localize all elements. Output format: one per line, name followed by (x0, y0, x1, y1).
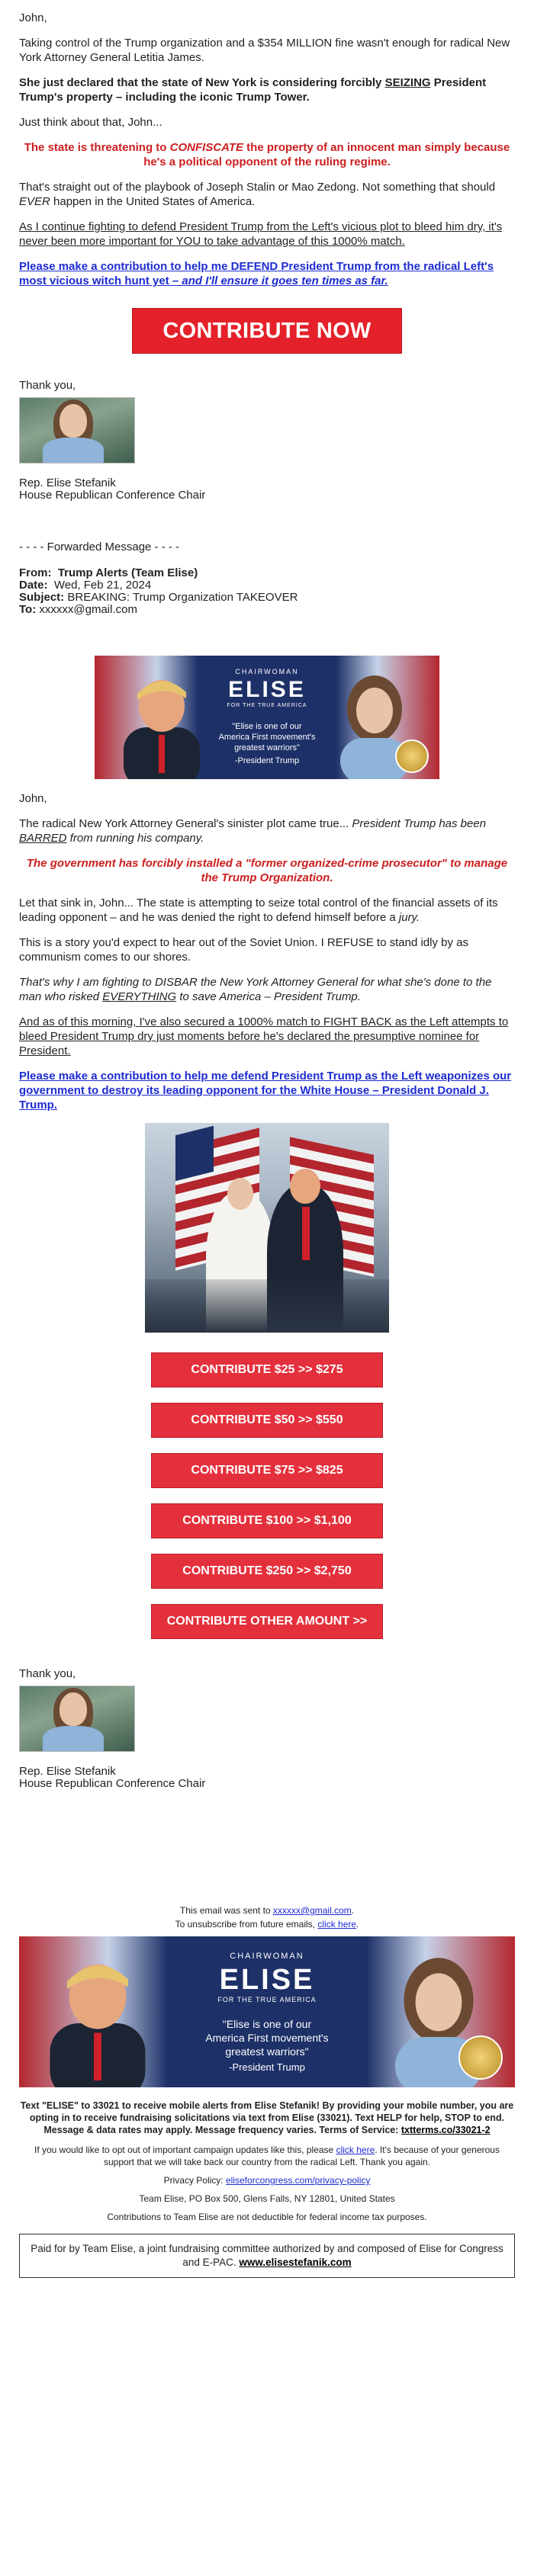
text-span: Privacy Policy: (163, 2175, 226, 2186)
banner-logo: ELISE (228, 677, 306, 702)
banner-attribution: -President Trump (229, 2061, 305, 2073)
unsubscribe-line (19, 1918, 515, 1930)
text-span: . (356, 1919, 359, 1930)
contribute-50-button[interactable]: CONTRIBUTE $50 >> $550 (151, 1403, 383, 1438)
subject-label: Subject: (19, 591, 65, 604)
contribute-75-button[interactable]: CONTRIBUTE $75 >> $825 (151, 1453, 383, 1488)
date-label: Date: (19, 579, 48, 592)
text-span: President Trump's property – including the iconic Trump Tower. (19, 76, 487, 104)
banner-quote (95, 721, 439, 753)
banner-quote (19, 2017, 515, 2058)
contribute-250-button[interactable]: CONTRIBUTE $250 >> $2,750 (151, 1554, 383, 1589)
text-span: To unsubscribe from future emails, (175, 1919, 318, 1930)
endorsement-seal-icon (458, 2035, 503, 2080)
text-span: The state is threatening to (24, 141, 170, 154)
contribute-other-button[interactable]: CONTRIBUTE OTHER AMOUNT >> (151, 1604, 383, 1639)
text-span: This email was sent to (179, 1905, 273, 1916)
contribute-now-button[interactable]: CONTRIBUTE NOW (132, 308, 402, 354)
text-span: and I'll ensure it goes ten times as far. (182, 274, 388, 287)
text-span: to save America – President Trump. (176, 990, 361, 1003)
text-span: That's straight out of the playbook of Joseph Stalin or Mao Zedong. Not something that should (19, 181, 496, 194)
contribute-link-2[interactable]: Please make a contribution to help me defend President Trump as the Left weaponizes our government to destroy its leading opponent for the White House – President Donald J. Trump. (19, 1070, 512, 1112)
paragraph-soviet: This is a story you'd expect to hear out of the Soviet Union. I REFUSE to stand idly by as communism comes to our shores. (19, 936, 468, 964)
greeting-2: John, (19, 792, 47, 805)
from-label: From: (19, 566, 52, 579)
sent-to-line (19, 1904, 515, 1917)
barred-emphasis: BARRED (19, 832, 67, 845)
chairwoman-elise-banner (95, 656, 439, 779)
text-span: Let that sink in, John... The state is attempting to seize total control of the financial assets of its leading opponent – and he was denied the right to defend himself before a (19, 897, 498, 924)
forwarded-to (19, 604, 515, 616)
text-span: the property of an innocent man simply because he's a political opponent of the ruling regime. (143, 141, 510, 168)
quote-line: "Elise is one of our (232, 722, 302, 731)
unsubscribe-link[interactable]: click here (317, 1919, 357, 1930)
address-line: Team Elise, PO Box 500, Glens Falls, NY 12801, United States (139, 2193, 395, 2204)
to-value: xxxxxx@gmail.com (39, 603, 137, 616)
privacy-link[interactable]: eliseforcongress.com/privacy-policy (225, 2175, 371, 2186)
signature-name-2: Rep. Elise Stefanik (19, 1765, 116, 1778)
paragraph-jury (19, 896, 515, 925)
paragraph-fine: Taking control of the Trump organization and a $354 MILLION fine wasn't enough for radical New York Attorney General Letitia James. (19, 37, 510, 64)
text-span: Paid for by Team Elise, a joint fundraising committee authorized by and composed of Elise for Congress and E-PAC. (31, 2243, 503, 2268)
signature-title: House Republican Conference Chair (19, 489, 206, 502)
paragraph-match: As I continue fighting to defend President Trump from the Left's vicious plot to bleed him dry, it's never been more important for YOU to take advantage of this 1000% match. (19, 220, 503, 248)
banner-attribution: -President Trump (234, 756, 300, 765)
text-span: That's why I am fighting to DISBAR the New York Attorney General for what she's done to the man who risked (19, 976, 492, 1003)
sign-off-thanks: Thank you, (19, 379, 76, 392)
subject-value: BREAKING: Trump Organization TAKEOVER (67, 591, 298, 604)
text-span: . It's because of your generous support that we will take back our country from the radical Left. Thank you again. (103, 2145, 500, 2167)
paragraph-barred (19, 816, 515, 845)
paragraph-stalin (19, 180, 515, 209)
signature-title-2: House Republican Conference Chair (19, 1777, 206, 1790)
optout-link[interactable]: click here (336, 2145, 375, 2155)
text-span: She just declared that the state of New York is considering forcibly (19, 76, 385, 89)
contribute-link[interactable] (19, 260, 494, 287)
recipient-email-link[interactable]: xxxxxx@gmail.com (272, 1905, 352, 1916)
quote-line: America First movement's (205, 2032, 329, 2044)
banner-sub: FOR THE TRUE AMERICA (217, 1996, 317, 2003)
contribute-25-button[interactable]: CONTRIBUTE $25 >> $275 (151, 1352, 383, 1387)
banner-logo: ELISE (219, 1964, 315, 1996)
to-label: To: (19, 603, 37, 616)
elise-trump-photo (145, 1123, 389, 1333)
date-value: Wed, Feb 21, 2024 (53, 579, 152, 592)
paragraph-confiscate (19, 140, 515, 169)
text-span: The radical New York Attorney General's sinister plot came true... (19, 817, 352, 830)
everything-emphasis: EVERYTHING (102, 990, 177, 1003)
paragraph-think: Just think about that, John... (19, 116, 162, 129)
privacy-line (19, 2174, 515, 2186)
forwarded-date (19, 579, 515, 592)
banner-chairwoman: CHAIRWOMAN (230, 1952, 304, 1961)
endorsement-seal-icon (395, 739, 429, 773)
quote-line: "Elise is one of our (222, 2018, 312, 2030)
email-body (19, 0, 515, 2278)
optout-line (19, 2144, 515, 2168)
elise-photo (19, 397, 135, 464)
paragraph-match-2: And as of this morning, I've also secured a 1000% match to FIGHT BACK as the Left attempts to bleed President Trump dry just moments before he's declared the presumptive nominee for President. (19, 1015, 509, 1057)
quote-line: America First movement's (218, 733, 316, 742)
signature-name: Rep. Elise Stefanik (19, 476, 116, 489)
text-alert-disclosure (19, 2100, 515, 2136)
quote-line: greatest warriors" (225, 2045, 309, 2058)
banner-sub: FOR THE TRUE AMERICA (227, 703, 307, 708)
from-value: Trump Alerts (Team Elise) (57, 566, 198, 579)
text-span: happen in the United States of America. (50, 195, 256, 208)
deductible-line: Contributions to Team Elise are not deductible for federal income tax purposes. (107, 2212, 427, 2222)
paragraph-contribute-link-2[interactable] (19, 1069, 515, 1112)
text-span: Text "ELISE" to 33021 to receive mobile alerts from Elise Stefanik! By providing your mobile number, you are opting in to receive fundraising solicitations via text from Elise (33021). Text HELP for help, STOP to end. Message & data rates may apply. Message frequency varies. Terms of Service: (20, 2100, 514, 2135)
text-span: Please make a contribution to help me DEFEND President Trump from the radical Left's most vicious witch hunt yet – (19, 260, 494, 287)
ever-emphasis: EVER (19, 195, 50, 208)
paragraph-contribute-link[interactable] (19, 259, 515, 288)
terms-link[interactable]: txtterms.co/33021-2 (400, 2125, 491, 2135)
forwarded-from (19, 567, 515, 579)
contribute-100-button[interactable]: CONTRIBUTE $100 >> $1,100 (151, 1503, 383, 1538)
text-span: President Trump has been (352, 817, 487, 830)
paragraph-seizing (19, 75, 515, 104)
quote-line: greatest warriors" (234, 743, 300, 752)
chairwoman-elise-banner-footer (19, 1936, 515, 2087)
confiscate-emphasis: CONFISCATE (169, 141, 243, 154)
elise-photo-2 (19, 1686, 135, 1752)
paid-for-box (19, 2234, 515, 2278)
text-span: . (351, 1905, 355, 1916)
text-span: If you would like to opt out of important campaign updates like this, please (34, 2145, 336, 2155)
seizing-emphasis: SEIZING (384, 76, 431, 89)
paragraph-prosecutor: The government has forcibly installed a "former organized-crime prosecutor" to manage the Trump Organization. (26, 857, 508, 884)
website-link[interactable]: www.elisestefanik.com (239, 2257, 352, 2268)
text-span: from running his company. (66, 832, 204, 845)
sign-off-thanks-2: Thank you, (19, 1667, 76, 1680)
jury-emphasis: jury. (398, 911, 420, 924)
banner-chairwoman: CHAIRWOMAN (235, 668, 299, 675)
forwarded-subject (19, 592, 515, 604)
greeting: John, (19, 11, 47, 24)
forwarded-divider: - - - - Forwarded Message - - - - (19, 541, 180, 553)
paragraph-disbar (19, 975, 515, 1004)
